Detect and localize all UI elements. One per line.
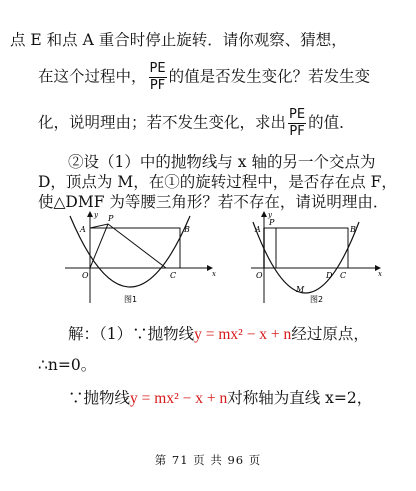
solution-line-3 [68, 386, 372, 408]
label-x: x [378, 270, 382, 278]
problem-line-2 [38, 62, 370, 93]
label-a: A [80, 225, 86, 234]
text-segment: 经过原点， [291, 325, 369, 343]
figure-1-caption: 图1 [124, 295, 138, 304]
parabola [253, 222, 359, 293]
fraction-pe-pf [149, 62, 167, 93]
text-segment: 在这个过程中， [38, 67, 147, 86]
fraction-numerator: PE [289, 107, 306, 122]
label-p: P [108, 214, 114, 223]
label-d: D [326, 271, 333, 280]
figure-1 [62, 208, 232, 306]
footer-ye: 页 [193, 453, 206, 467]
fraction-denominator: PF [289, 124, 305, 139]
text-segment: 的值． [308, 113, 355, 132]
label-p: P [269, 218, 275, 227]
fraction-denominator: PF [149, 78, 166, 93]
triangle-pef [90, 224, 166, 268]
figure-2-caption: 图2 [310, 295, 324, 304]
footer-total-pages: 96 [227, 453, 245, 467]
figure-2 [248, 208, 388, 306]
segment-po [90, 224, 108, 268]
label-b: B [350, 225, 356, 234]
rectangle-oabc [264, 228, 348, 268]
page-footer [0, 452, 416, 468]
problem-line-6: 使△DMF 为等腰三角形？若不存在，请说明理由． [38, 193, 389, 211]
text-segment: 对称轴为直线 x=2， [227, 389, 373, 407]
label-o: O [82, 271, 89, 280]
label-y: y [94, 211, 98, 219]
label-c: C [170, 271, 177, 280]
text-segment: 的值是否发生变化？若发生变 [168, 67, 371, 86]
formula-parabola: y = mx² − x + n [130, 390, 228, 407]
label-m: M [296, 285, 305, 294]
formula-parabola: y = mx² − x + n [194, 326, 292, 343]
problem-line-4: ②设（1）中的抛物线与 x 轴的另一个交点为 [68, 153, 376, 171]
footer-di: 第 [154, 453, 168, 467]
problem-line-3 [38, 108, 355, 139]
label-o: O [256, 271, 263, 280]
text-segment: ∵抛物线 [68, 389, 131, 407]
fraction-numerator: PE [149, 61, 166, 76]
footer-ye: 页 [248, 453, 262, 467]
text-segment: 解：（1）∵抛物线 [68, 325, 195, 343]
solution-line-1 [68, 322, 369, 344]
label-x: x [212, 270, 216, 278]
fraction-pe-pf [288, 108, 306, 139]
label-b: B [184, 225, 190, 234]
problem-line-5: D，顶点为 M，在①的旋转过程中，是否存在点 F， [38, 173, 397, 191]
label-y: y [268, 211, 272, 219]
footer-page-number: 71 [171, 453, 189, 467]
problem-line-1: 点 E 和点 A 重合时停止旋转．请你观察、猜想， [10, 31, 347, 49]
text-segment: 化，说明理由；若不发生变化，求出 [38, 113, 287, 132]
label-c: C [340, 271, 347, 280]
footer-gong: 共 [210, 453, 223, 467]
label-a: A [255, 225, 261, 234]
solution-line-2: ∴n=0。 [38, 356, 97, 374]
